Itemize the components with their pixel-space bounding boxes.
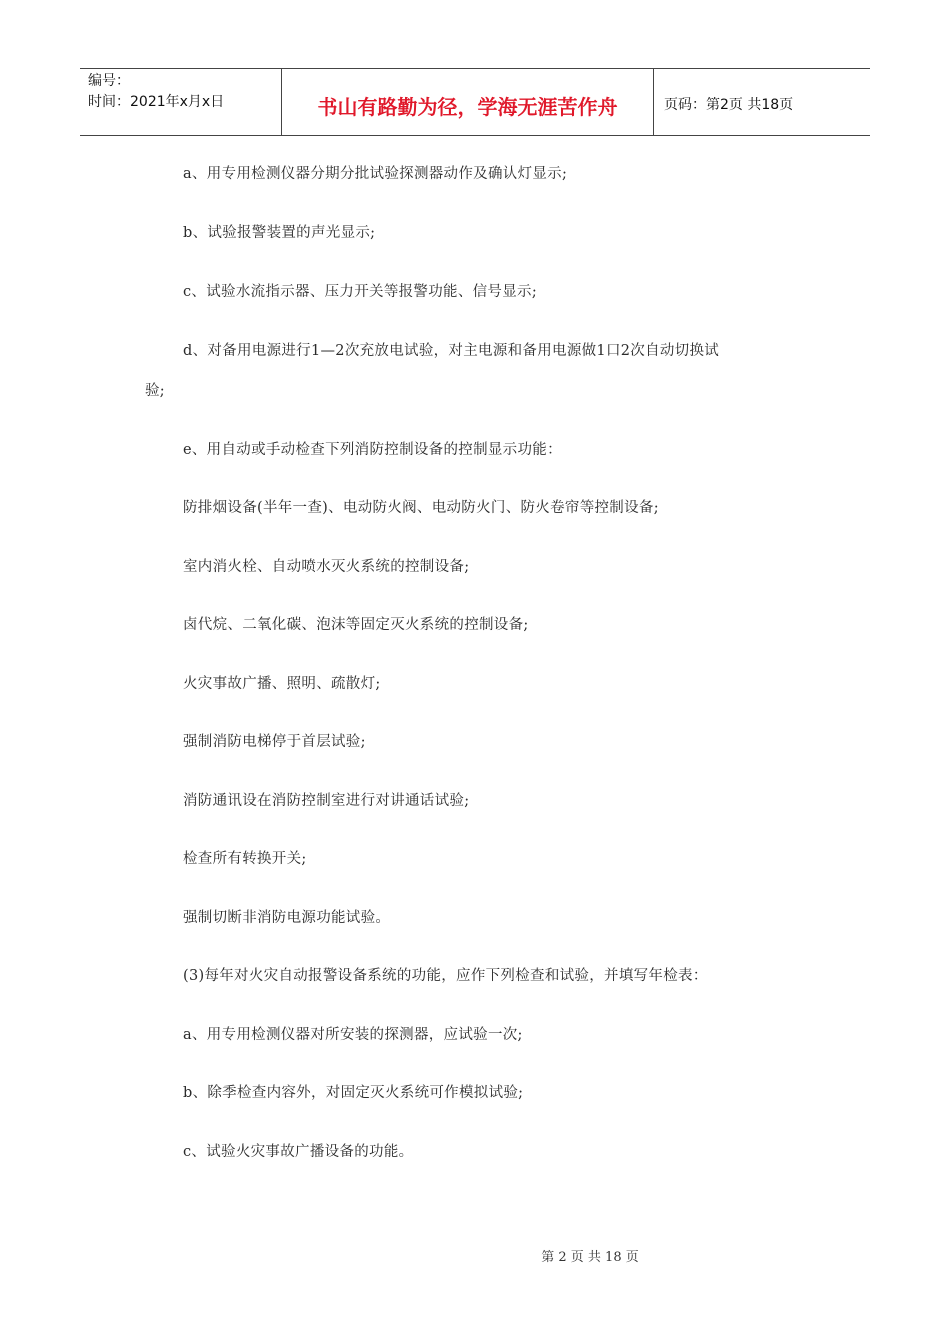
body-line: 防排烟设备(半年一查)、电动防火阀、电动防火门、防火卷帘等控制设备; xyxy=(183,500,659,516)
body-line: e、用自动或手动检查下列消防控制设备的控制显示功能： xyxy=(183,442,562,458)
body-line: 火灾事故广播、照明、疏散灯; xyxy=(183,676,381,692)
body-line: c、试验火灾事故广播设备的功能。 xyxy=(183,1144,414,1160)
number-label: 编号： xyxy=(88,73,130,89)
body-line: d、对备用电源进行1—2次充放电试验，对主电源和备用电源做1口2次自动切换试 xyxy=(183,343,720,359)
body-line: 卤代烷、二氧化碳、泡沫等固定灭火系统的控制设备; xyxy=(183,617,529,633)
header-meta xyxy=(80,69,282,135)
document-header xyxy=(80,68,870,136)
body-line: 检查所有转换开关; xyxy=(183,851,307,867)
body-line: 强制切断非消防电源功能试验。 xyxy=(183,910,391,926)
body-line: 验; xyxy=(145,383,165,399)
body-line: a、用专用检测仪器分期分批试验探测器动作及确认灯显示; xyxy=(183,166,568,182)
date-label: 时间：2021年x月x日 xyxy=(88,94,225,110)
body-line: b、试验报警装置的声光显示; xyxy=(183,225,376,241)
body-line: b、除季检查内容外，对固定灭火系统可作模拟试验; xyxy=(183,1085,524,1101)
header-page-info: 页码：第2页 共18页 xyxy=(664,97,794,113)
body-line: 强制消防电梯停于首层试验; xyxy=(183,734,366,750)
body-line: a、用专用检测仪器对所安装的探测器，应试验一次; xyxy=(183,1027,523,1043)
header-motto: 书山有路勤为径，学海无涯苦作舟 xyxy=(282,69,654,135)
body-line: 消防通讯设在消防控制室进行对讲通话试验; xyxy=(183,793,470,809)
body-line: (3)每年对火灾自动报警设备系统的功能，应作下列检查和试验，并填写年检表： xyxy=(183,968,708,984)
body-line: c、试验水流指示器、压力开关等报警功能、信号显示; xyxy=(183,284,538,300)
body-line: 室内消火栓、自动喷水灭火系统的控制设备; xyxy=(183,559,470,575)
page-footer: 第 2 页 共 18 页 xyxy=(541,1250,639,1265)
